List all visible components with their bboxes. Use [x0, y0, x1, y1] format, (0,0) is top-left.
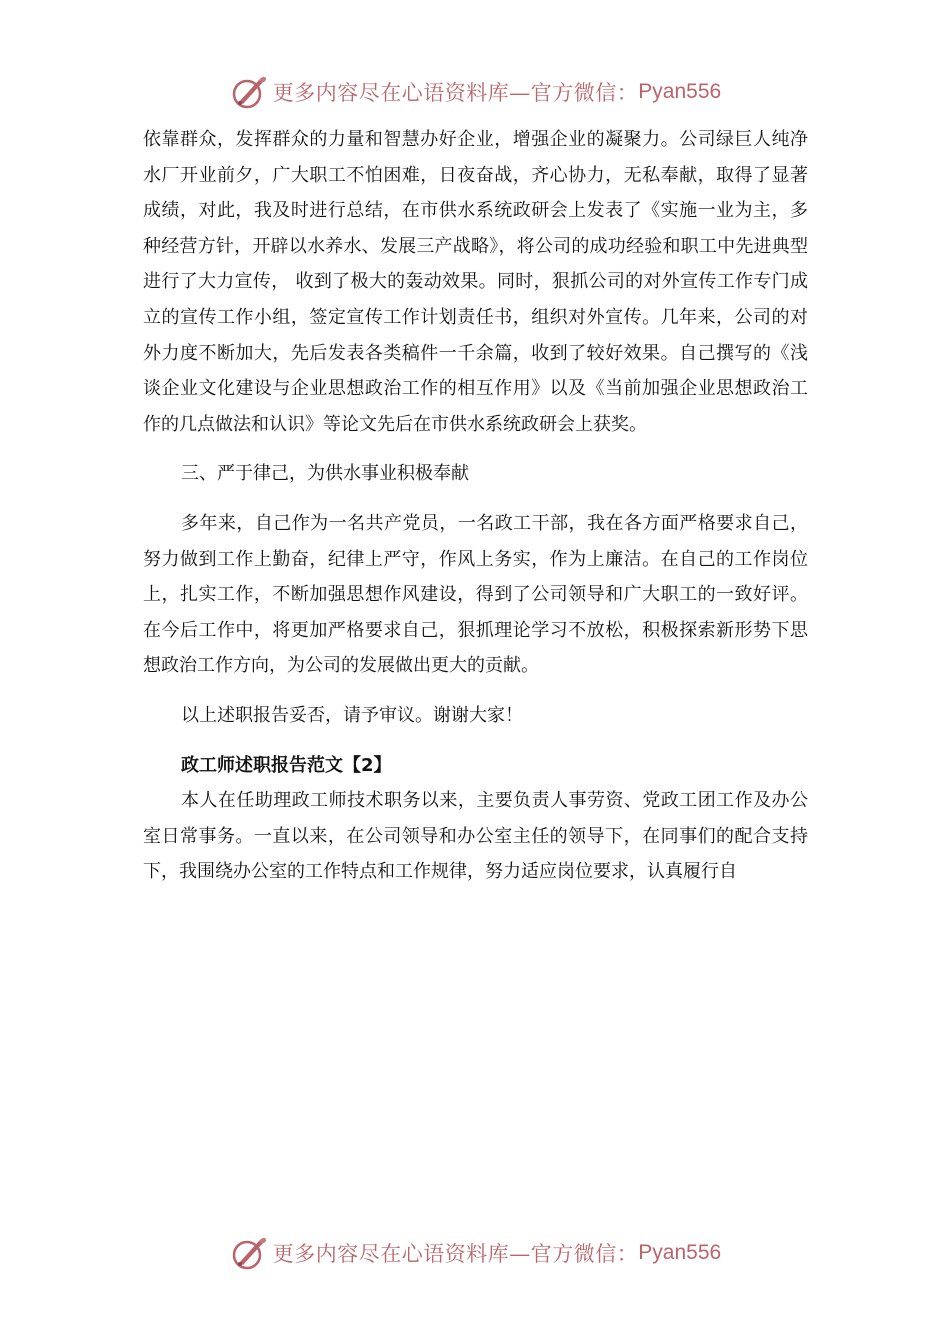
- quill-pen-logo-icon: [229, 72, 269, 112]
- header-banner: [0, 70, 950, 114]
- paragraph-3: 本人在任助理政工师技术职务以来，主要负责人事劳资、党政工团工作及办公室日常事务。一直以来，在公司领导和办公室主任的领导下，在同事们的配合支持下，我围绕办公室的工作特点和工作规律，努力适应岗位要求，认真履行自: [143, 790, 808, 883]
- banner-text: 更多内容尽在心语资料库—官方微信：: [272, 1242, 639, 1266]
- document-body: [143, 122, 808, 890]
- closing-paragraph: 以上述职报告妥否，请予审议。谢谢大家！: [181, 704, 523, 726]
- paragraph-1: 依靠群众，发挥群众的力量和智慧办好企业，增强企业的凝聚力。公司绿巨人纯净水厂开业前夕，广大职工不怕困难，日夜奋战，齐心协力，无私奉献，取得了显著成绩，对此，我及时进行总结，在市供水系统政研会上发表了《实施一业为主，多种经营方针，开辟以水养水、发展三产战略》，将公司的成功经验和职工中先进典型进行了大力宣传， 收到了极大的轰动效果。同时，狠抓公司的对外宣传工作专门成立的宣传工作小组，签定宣传工作计划责任书，组织对外宣传。几年来，公司的对外力度不断加大，先后发表各类稿件一千余篇，收到了较好效果。自己撰写的《浅谈企业文化建设与企业思想政治工作的相互作用》以及《当前加强企业思想政治工作的几点做法和认识》等论文先后在市供水系统政研会上获奖。: [143, 129, 808, 435]
- wechat-id: Pyan556: [638, 1241, 722, 1264]
- paragraph-2: 多年来，自己作为一名共产党员，一名政工干部，我在各方面严格要求自己， 努力做到工作上勤奋，纪律上严守，作风上务实，作为上廉洁。在自己的工作岗位上，扎实工作，不断加强思想作风建设，得到了公司领导和广大职工的一致好评。在今后工作中，将更加严格要求自己，狠抓理论学习不放松，积极探索新形势下思想政治工作方向，为公司的发展做出更大的贡献。: [143, 512, 808, 677]
- banner-text: 更多内容尽在心语资料库—官方微信：: [272, 81, 639, 105]
- section-heading-3: 三、严于律己，为供水事业积极奉献: [181, 463, 469, 485]
- footer-banner: [0, 1231, 950, 1275]
- wechat-id: Pyan556: [638, 80, 722, 103]
- quill-pen-logo-icon: [229, 1233, 269, 1273]
- article-title-2: 政工师述职报告范文【2】: [181, 754, 392, 776]
